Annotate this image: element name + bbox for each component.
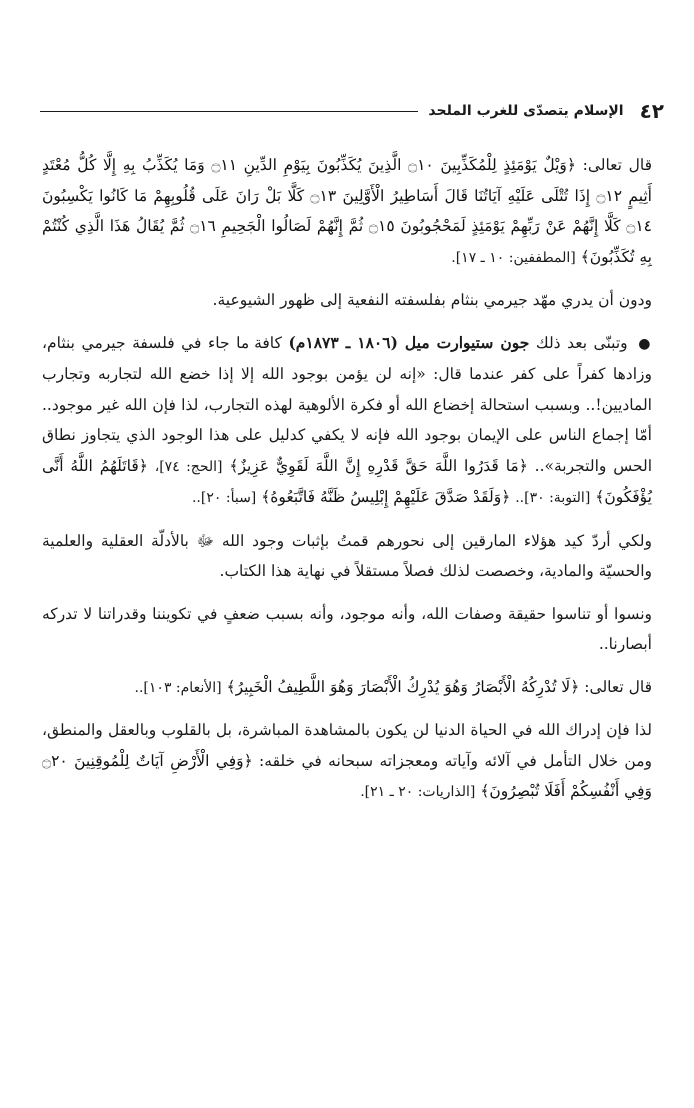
verse-reference: [المطففين: ١٠ ـ ١٧]. <box>451 249 576 266</box>
quran-verse: ﴿وَيْلٌ يَوْمَئِذٍ لِلْمُكَذِّبِينَ ۝١٠ الَّذِينَ يُكَذِّبُونَ بِيَوْمِ الدِّينِ ۝١١ وَمَا يُكَذِّبُ بِهِ إِلَّا كُلُّ مُعْتَدٍ أَثِيمٍ ۝١٢ إِذَا تُتْلَى عَلَيْهِ آيَاتُنَا قَالَ أَسَاطِيرُ الْأَوَّلِينَ ۝١٣ كَلَّا بَلْ رَانَ عَلَى قُلُوبِهِمْ مَا كَانُوا يَكْسِبُونَ ۝١٤ كَلَّا إِنَّهُمْ عَنْ رَبِّهِمْ يَوْمَئِذٍ لَمَحْجُوبُونَ ۝١٥ ثُمَّ إِنَّهُمْ لَصَالُوا الْجَحِيمِ ۝١٦ ثُمَّ يُقَالُ هَذَا الَّذِي كُنْتُمْ بِهِ تُكَذِّبُونَ﴾ <box>42 156 652 266</box>
paragraph-3: ● وتبنّى بعد ذلك جون ستيوارت ميل (١٨٠٦ ـ ١٨٧٣م) كافة ما جاء في فلسفة جيرمي بنثام، وزادها كفراً على كفر عندما قال: «إنه لن يؤمن بوجود الله إلا إذا خضع الله لتجاربه وتجارب الماديين!.. وبسبب استحالة إخضاع الله أو فكرة الألوهية لهذه التجارب، لذا فإن الله غير موجود.. أمّا إجماع الناس على الإيمان بوجود الله فإنه لا يكفي كدليل على هذا الوجود الذي يتجاوز نطاق الحس والتجربة».. ﴿مَا قَدَرُوا اللَّهَ حَقَّ قَدْرِهِ إِنَّ اللَّهَ لَقَوِيٌّ عَزِيزٌ﴾ [الحج: ٧٤]، ﴿قَاتَلَهُمُ اللَّهُ أَنَّى يُؤْفَكُونَ﴾ [التوبة: ٣٠].. ﴿وَلَقَدْ صَدَّقَ عَلَيْهِمْ إِبْلِيسُ ظَنَّهُ فَاتَّبَعُوهُ﴾ [سبأ: ٢٠].. <box>42 332 653 506</box>
paragraph-6: قال تعالى: ﴿لَا تُدْرِكُهُ الْأَبْصَارُ وَهُوَ يُدْرِكُ الْأَبْصَارَ وَهُوَ اللَّطِيفُ الْخَبِيرُ﴾ [الأنعام: ١٠٣].. <box>134 677 652 696</box>
page-number: ٤٢ <box>639 99 664 123</box>
paragraph-7: لذا فإن إدراك الله في الحياة الدنيا لن يكون بالمشاهدة المباشرة، بل بالقلوب وبالعقل والمنطق، ومن خلال التأمل في آلائه وآياته ومعجزاته سبحانه في خلقه: ﴿وَفِي الْأَرْضِ آيَاتٌ لِلْمُوقِنِينَ ۝٢٠ وَفِي أَنْفُسِكُمْ أَفَلَا تُبْصِرُونَ﴾ [الذاريات: ٢٠ ـ ٢١]. <box>42 721 652 800</box>
paragraph-4: ولكي أردّ كيد هؤلاء المارقين إلى نحورهم قمتُ بإثبات وجود الله ﷻ بالأدلّة العقلية والعلمية والحسيّة والمادية، وخصصت لذلك فصلاً مستقلاً في نهاية هذا الكتاب. <box>42 531 652 580</box>
bullet-icon: ● <box>638 335 653 352</box>
highlighted-name: جون ستيوارت ميل (١٨٠٦ ـ ١٨٧٣م) <box>288 332 530 352</box>
paragraph-2: ودون أن يدري مهّد جيرمي بنثام بفلسفته النفعية إلى ظهور الشيوعية. <box>212 291 652 309</box>
running-header <box>30 96 664 126</box>
header-rule <box>40 111 418 112</box>
book-title: الإسلام يتصدّى للغرب الملحد <box>428 103 624 119</box>
page-body <box>42 150 652 820</box>
paragraph-1: قال تعالى: ﴿وَيْلٌ يَوْمَئِذٍ لِلْمُكَذِّبِينَ ۝١٠ الَّذِينَ يُكَذِّبُونَ بِيَوْمِ الدِّينِ ۝١١ وَمَا يُكَذِّبُ بِهِ إِلَّا كُلُّ مُعْتَدٍ أَثِيمٍ ۝١٢ إِذَا تُتْلَى عَلَيْهِ آيَاتُنَا قَالَ أَسَاطِيرُ الْأَوَّلِينَ ۝١٣ كَلَّا بَلْ رَانَ عَلَى قُلُوبِهِمْ مَا كَانُوا يَكْسِبُونَ ۝١٤ كَلَّا إِنَّهُمْ عَنْ رَبِّهِمْ يَوْمَئِذٍ لَمَحْجُوبُونَ ۝١٥ ثُمَّ إِنَّهُمْ لَصَالُوا الْجَحِيمِ ۝١٦ ثُمَّ يُقَالُ هَذَا الَّذِي كُنْتُمْ بِهِ تُكَذِّبُونَ﴾ [المطففين: ١٠ ـ ١٧]. <box>42 156 652 266</box>
paragraph-5: ونسوا أو تناسوا حقيقة وصفات الله، وأنه موجود، وأنه بسبب ضعفٍ في تكويننا وقدراتنا لا تدركه أبصارنا.. <box>42 604 652 653</box>
